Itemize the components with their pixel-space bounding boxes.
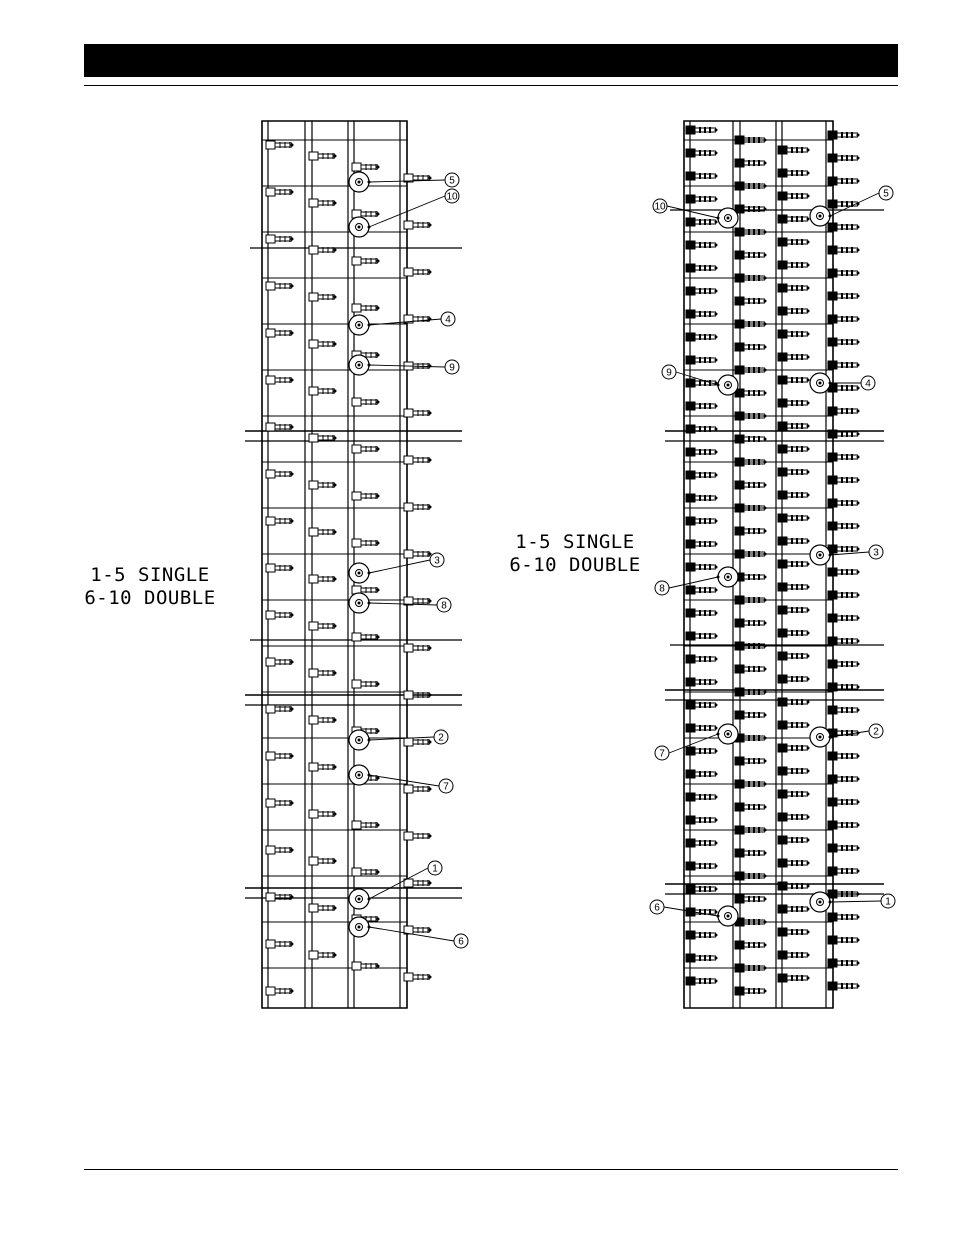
left-shank — [352, 821, 380, 829]
right-shank — [778, 445, 810, 453]
callout-number: 9 — [449, 362, 455, 374]
callout-number: 4 — [445, 314, 451, 326]
right-shank — [735, 987, 767, 995]
left-shank — [404, 409, 432, 417]
callout-number: 3 — [434, 555, 440, 567]
right-shank — [778, 859, 810, 867]
right-shank — [828, 246, 860, 254]
right-shank — [828, 338, 860, 346]
right-shank — [778, 928, 810, 936]
callout-number: 5 — [449, 175, 455, 187]
right-shank — [778, 307, 810, 315]
right-shank — [686, 816, 718, 824]
callout-number: 6 — [458, 936, 464, 948]
left-gauge-wheel-6 — [349, 917, 369, 937]
right-shank — [735, 205, 767, 213]
right-shank — [828, 614, 860, 622]
right-shank — [778, 537, 810, 545]
left-spacing-label-line2: 6-10 DOUBLE — [84, 587, 216, 609]
left-gauge-wheel-3 — [349, 563, 369, 583]
callout-number: 10 — [446, 191, 458, 203]
right-shank — [778, 468, 810, 476]
right-shank — [686, 448, 718, 456]
right-shank — [828, 292, 860, 300]
right-shank — [778, 767, 810, 775]
right-shank — [686, 287, 718, 295]
right-shank — [735, 435, 767, 443]
right-shank — [778, 836, 810, 844]
left-shank — [309, 575, 337, 583]
right-gauge-wheel-4 — [810, 373, 830, 393]
left-shank — [404, 644, 432, 652]
left-shank — [352, 680, 380, 688]
right-shank — [735, 849, 767, 857]
right-gauge-wheel-8 — [718, 567, 738, 587]
right-shank — [778, 583, 810, 591]
right-shank — [778, 951, 810, 959]
left-spacing-label-line1: 1-5 SINGLE — [90, 564, 210, 586]
callout-number: 9 — [666, 367, 672, 379]
left-gauge-wheel-1 — [349, 889, 369, 909]
left-shank — [352, 539, 380, 547]
right-shank — [828, 407, 860, 415]
callout-number: 8 — [441, 600, 447, 612]
right-spacing-label-line1: 1-5 SINGLE — [515, 531, 635, 553]
right-shank — [828, 637, 860, 645]
right-shank — [828, 982, 860, 990]
left-shank — [352, 304, 380, 312]
left-shank — [404, 738, 432, 746]
right-shank — [828, 752, 860, 760]
right-shank — [778, 353, 810, 361]
left-shank — [404, 879, 432, 887]
right-gauge-wheel-7 — [718, 724, 738, 744]
right-shank — [686, 563, 718, 571]
left-shank — [309, 199, 337, 207]
right-shank — [828, 476, 860, 484]
right-shank — [778, 238, 810, 246]
left-shank — [309, 293, 337, 301]
right-gauge-wheel-3 — [810, 545, 830, 565]
right-shank — [778, 606, 810, 614]
right-shank — [778, 974, 810, 982]
left-shank — [309, 481, 337, 489]
right-shank — [778, 698, 810, 706]
callout-number: 8 — [659, 583, 665, 595]
right-shank — [735, 343, 767, 351]
right-shank — [735, 159, 767, 167]
right-shank — [686, 632, 718, 640]
left-shank — [352, 398, 380, 406]
right-shank — [735, 941, 767, 949]
right-shank — [778, 905, 810, 913]
right-shank — [778, 744, 810, 752]
left-shank — [352, 163, 380, 171]
right-shank — [686, 839, 718, 847]
right-shank — [735, 573, 767, 581]
left-gauge-wheel-10 — [349, 217, 369, 237]
right-shank — [778, 560, 810, 568]
right-gauge-wheel-10 — [718, 208, 738, 228]
right-shank — [778, 399, 810, 407]
right-shank — [686, 885, 718, 893]
callout-number: 1 — [885, 896, 891, 908]
left-gauge-wheel-5 — [349, 172, 369, 192]
right-gauge-wheel-6 — [718, 906, 738, 926]
callout-number: 1 — [432, 863, 438, 875]
right-shank — [828, 131, 860, 139]
right-shank — [828, 315, 860, 323]
right-shank — [828, 568, 860, 576]
right-shank — [686, 747, 718, 755]
left-shank — [309, 716, 337, 724]
right-shank — [686, 586, 718, 594]
left-shank — [266, 423, 294, 431]
left-shank — [309, 951, 337, 959]
right-shank — [828, 522, 860, 530]
right-shank — [686, 195, 718, 203]
right-shank — [778, 721, 810, 729]
callout-number: 6 — [654, 902, 660, 914]
left-shank — [266, 188, 294, 196]
footer-rule — [84, 1169, 898, 1170]
right-shank — [686, 333, 718, 341]
right-shank — [778, 491, 810, 499]
left-shank — [266, 752, 294, 760]
right-shank — [828, 361, 860, 369]
right-shank — [686, 241, 718, 249]
right-shank — [735, 481, 767, 489]
right-gauge-wheel-9 — [718, 375, 738, 395]
left-shank — [404, 973, 432, 981]
left-shank — [309, 152, 337, 160]
right-shank — [828, 775, 860, 783]
left-shank — [266, 705, 294, 713]
left-shank — [266, 376, 294, 384]
right-shank — [778, 629, 810, 637]
left-shank — [404, 456, 432, 464]
callout-number: 2 — [438, 732, 444, 744]
right-shank — [686, 356, 718, 364]
right-shank — [828, 798, 860, 806]
right-shank — [828, 959, 860, 967]
right-shank — [735, 619, 767, 627]
right-shank — [778, 376, 810, 384]
left-shank — [266, 470, 294, 478]
left-shank — [266, 611, 294, 619]
right-shank — [778, 652, 810, 660]
left-shank — [404, 268, 432, 276]
right-shank — [686, 678, 718, 686]
left-shank — [404, 832, 432, 840]
right-shank — [686, 172, 718, 180]
right-gauge-wheel-1 — [810, 892, 830, 912]
right-shank — [686, 402, 718, 410]
right-shank — [828, 913, 860, 921]
right-shank — [686, 471, 718, 479]
right-shank — [778, 169, 810, 177]
right-shank — [828, 384, 860, 392]
right-shank — [735, 251, 767, 259]
left-shank — [266, 799, 294, 807]
right-shank — [686, 655, 718, 663]
right-frame-drawing — [650, 121, 895, 1008]
right-shank — [828, 545, 860, 553]
right-shank — [686, 862, 718, 870]
right-shank — [686, 701, 718, 709]
left-shank — [309, 622, 337, 630]
right-gauge-wheel-2 — [810, 727, 830, 747]
left-shank — [309, 246, 337, 254]
right-shank — [778, 675, 810, 683]
right-shank — [828, 660, 860, 668]
callout-number: 4 — [865, 378, 871, 390]
left-shank — [309, 763, 337, 771]
right-shank — [778, 422, 810, 430]
right-shank — [686, 977, 718, 985]
right-shank — [686, 724, 718, 732]
right-shank — [828, 844, 860, 852]
right-shank — [828, 867, 860, 875]
right-spacing-label-line2: 6-10 DOUBLE — [509, 554, 641, 576]
left-frame-outline — [262, 121, 407, 1008]
callout-number: 7 — [659, 748, 665, 760]
left-shank — [266, 658, 294, 666]
right-shank — [735, 711, 767, 719]
right-shank — [686, 494, 718, 502]
right-shank — [778, 192, 810, 200]
right-shank — [735, 803, 767, 811]
right-shank — [735, 389, 767, 397]
right-shank — [686, 310, 718, 318]
left-gauge-wheel-7 — [349, 765, 369, 785]
right-shank — [828, 177, 860, 185]
left-shank — [404, 926, 432, 934]
left-shank — [309, 669, 337, 677]
left-shank — [404, 221, 432, 229]
left-shank — [309, 904, 337, 912]
left-shank — [266, 940, 294, 948]
right-shank — [828, 453, 860, 461]
left-gauge-wheel-4 — [349, 315, 369, 335]
callout-number: 2 — [873, 726, 879, 738]
left-shank — [309, 528, 337, 536]
right-shank — [828, 591, 860, 599]
right-shank — [778, 146, 810, 154]
left-shank — [266, 564, 294, 572]
right-shank — [778, 215, 810, 223]
right-callout-7 — [655, 733, 720, 761]
right-shank — [778, 514, 810, 522]
right-shank — [686, 218, 718, 226]
right-shank — [686, 517, 718, 525]
right-shank — [778, 813, 810, 821]
left-shank — [266, 235, 294, 243]
right-shank — [735, 527, 767, 535]
left-shank — [352, 257, 380, 265]
left-shank — [266, 282, 294, 290]
right-shank — [735, 665, 767, 673]
right-shank — [828, 499, 860, 507]
left-gauge-wheel-8 — [349, 593, 369, 613]
right-shank — [686, 609, 718, 617]
right-shank — [778, 284, 810, 292]
callout-number: 10 — [654, 201, 666, 213]
callout-number: 3 — [873, 547, 879, 559]
right-shank — [686, 770, 718, 778]
left-shank — [266, 517, 294, 525]
left-shank — [352, 868, 380, 876]
left-shank — [404, 785, 432, 793]
left-shank — [404, 550, 432, 558]
right-shank — [828, 821, 860, 829]
left-frame-drawing — [245, 121, 468, 1008]
right-gauge-wheel-5 — [810, 206, 830, 226]
left-shank — [352, 445, 380, 453]
right-shank — [686, 954, 718, 962]
callout-number: 5 — [883, 188, 889, 200]
right-shank — [828, 706, 860, 714]
right-shank — [778, 790, 810, 798]
right-shank — [686, 931, 718, 939]
left-shank — [309, 387, 337, 395]
left-shank — [266, 893, 294, 901]
right-shank — [686, 540, 718, 548]
left-shank — [352, 962, 380, 970]
right-shank — [735, 297, 767, 305]
left-shank — [266, 846, 294, 854]
right-shank — [686, 149, 718, 157]
left-gauge-wheel-9 — [349, 355, 369, 375]
right-shank — [735, 895, 767, 903]
right-shank — [686, 126, 718, 134]
right-shank — [735, 757, 767, 765]
right-shank — [778, 261, 810, 269]
left-shank — [266, 987, 294, 995]
left-shank — [309, 810, 337, 818]
right-shank — [778, 330, 810, 338]
left-shank — [404, 503, 432, 511]
left-shank — [352, 492, 380, 500]
left-gauge-wheel-2 — [349, 730, 369, 750]
callout-number: 7 — [443, 781, 449, 793]
left-shank — [309, 340, 337, 348]
left-shank — [309, 857, 337, 865]
left-shank — [266, 141, 294, 149]
right-shank — [828, 154, 860, 162]
right-shank — [828, 223, 860, 231]
right-shank — [828, 936, 860, 944]
right-shank — [686, 793, 718, 801]
right-shank — [828, 269, 860, 277]
left-shank — [266, 329, 294, 337]
right-shank — [686, 264, 718, 272]
